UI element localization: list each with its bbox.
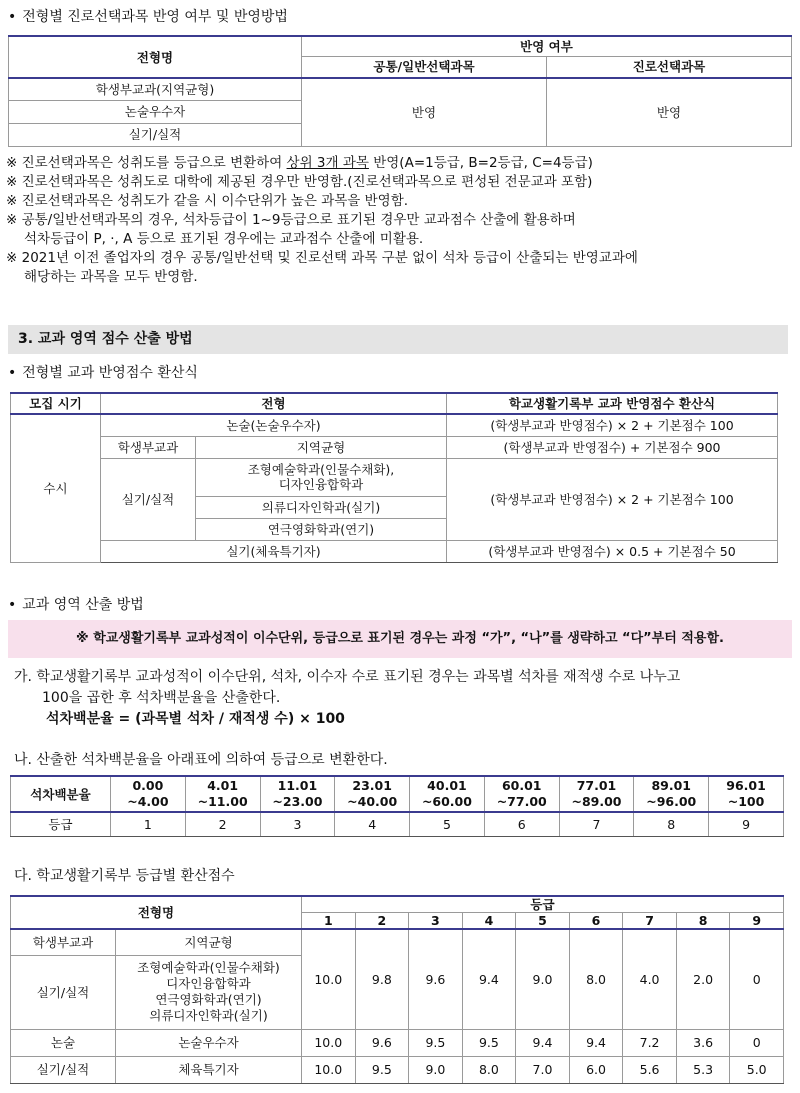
pct-to: ~89.00 [571, 794, 622, 809]
score-g1-group: 학생부교과 [11, 929, 116, 955]
calc-pink-note: ※ 학교생활기록부 교과성적이 이수단위, 등급으로 표기된 경우는 과정 “가”, “나”를 생략하고 “다”부터 적용함. [8, 620, 792, 658]
score-g3-value: 9.6 [355, 1029, 409, 1056]
pct-range [260, 776, 335, 812]
score-g12-value: 8.0 [569, 929, 623, 1029]
grade-cell: 6 [484, 812, 559, 836]
sec1-val-common: 반영 [302, 78, 547, 146]
calc-ga-line1: 가. 학교생활기록부 교과성적이 이수단위, 석차, 이수자 수로 표기된 경우는 과목별 석차를 재적생 수로 나누고 [14, 669, 681, 685]
pct-from: 23.01 [352, 778, 392, 793]
score-g12-value: 4.0 [623, 929, 677, 1029]
score-table [10, 895, 784, 1084]
note-5a: ※ 2021년 이전 졸업자의 경우 공통/일반선택 및 진로선택 과목 구분 없이 석차 등급이 산출되는 반영교과에 [6, 250, 638, 266]
pct-from: 4.01 [207, 778, 239, 793]
pct-to: ~96.00 [646, 794, 697, 809]
formula-time: 수시 [11, 414, 101, 562]
formula-h-formula: 학교생활기록부 교과 반영점수 환산식 [447, 393, 778, 414]
score-h-grade: 등급 [302, 896, 784, 913]
score-g12-value: 9.6 [409, 929, 463, 1029]
sec1-row-1: 논술우수자 [9, 100, 302, 123]
pct-range [410, 776, 485, 812]
formula-r1-type: 논술(논술우수자) [101, 414, 447, 436]
pct-range [634, 776, 709, 812]
score-grade-header: 8 [676, 913, 730, 930]
score-g4-value: 6.0 [569, 1056, 623, 1083]
calc-da: 다. 학교생활기록부 등급별 환산점수 [14, 868, 235, 884]
note-4b: 석차등급이 P, ·, A 등으로 표기된 경우에는 교과점수 산출에 미활용. [24, 231, 424, 247]
score-g3-value: 0 [730, 1029, 784, 1056]
pct-to: ~40.00 [347, 794, 398, 809]
grade-cell: 7 [559, 812, 634, 836]
formula-r2-type: 지역균형 [196, 436, 447, 458]
score-g12-value: 9.8 [355, 929, 409, 1029]
pct-to: ~77.00 [496, 794, 547, 809]
grade-cell: 3 [260, 812, 335, 836]
pct-table [10, 775, 784, 837]
sec3-title: • 전형별 교과 반영점수 환산식 [8, 364, 792, 382]
formula-r6-type: 실기(체육특기자) [101, 540, 447, 562]
calc-formula: 석차백분율 = (과목별 석차 / 재적생 수) × 100 [46, 711, 345, 727]
formula-r1: (학생부교과 반영점수) × 2 + 기본점수 100 [447, 414, 778, 436]
note-5b: 해당하는 과목을 모두 반영함. [24, 269, 198, 285]
score-g2-group: 실기/실적 [11, 955, 116, 1029]
score-g12-value: 9.0 [516, 929, 570, 1029]
score-g4-value: 9.0 [409, 1056, 463, 1083]
pct-from: 40.01 [427, 778, 467, 793]
score-grade-header: 1 [302, 913, 356, 930]
score-h-name: 전형명 [11, 896, 302, 929]
score-g12-value: 2.0 [676, 929, 730, 1029]
pct-to: ~11.00 [197, 794, 248, 809]
calc-ga [14, 667, 794, 730]
grade-cell: 1 [111, 812, 186, 836]
score-g3-value: 7.2 [623, 1029, 677, 1056]
score-g3-value: 9.4 [569, 1029, 623, 1056]
pct-range [559, 776, 634, 812]
pct-range [484, 776, 559, 812]
score-g12-value: 9.4 [462, 929, 516, 1029]
note-4a: ※ 공통/일반선택과목의 경우, 석차등급이 1~9등급으로 표기된 경우만 교과점수 산출에 활용하며 [6, 212, 576, 228]
grade-cell: 2 [185, 812, 260, 836]
sec1-col-name: 전형명 [9, 36, 302, 78]
calc-ga-line2: 100을 곱한 후 석차백분율을 산출한다. [42, 690, 281, 706]
sec3-heading: 3. 교과 영역 점수 산출 방법 [8, 325, 788, 354]
pct-from: 89.01 [651, 778, 692, 793]
formula-r4-type: 의류디자인학과(실기) [196, 496, 447, 518]
score-g4-value: 5.6 [623, 1056, 677, 1083]
note-2: ※ 진로선택과목은 성취도로 대학에 제공된 경우만 반영함.(진로선택과목으로 편성된 전문교과 포함) [6, 174, 593, 190]
score-grade-header: 6 [569, 913, 623, 930]
pct-to: ~100 [727, 794, 765, 809]
score-grade-header: 2 [355, 913, 409, 930]
formula-r2: (학생부교과 반영점수) + 기본점수 900 [447, 436, 778, 458]
score-g4-value: 10.0 [302, 1056, 356, 1083]
score-g4-value: 8.0 [462, 1056, 516, 1083]
score-g3-group: 논술 [11, 1029, 116, 1056]
pct-from: 0.00 [132, 778, 164, 793]
sec1-row-2: 실기/실적 [9, 123, 302, 146]
score-g4-group: 실기/실적 [11, 1056, 116, 1083]
score-grade-header: 5 [516, 913, 570, 930]
pct-to: ~23.00 [272, 794, 323, 809]
score-g4-value: 9.5 [355, 1056, 409, 1083]
sec1-val-career: 반영 [547, 78, 792, 146]
pct-from: 96.01 [726, 778, 766, 793]
pct-range [111, 776, 186, 812]
grade-cell: 8 [634, 812, 709, 836]
formula-r6: (학생부교과 반영점수) × 0.5 + 기본점수 50 [447, 540, 778, 562]
score-g1-type: 지역균형 [116, 929, 302, 955]
calc-title: • 교과 영역 산출 방법 [8, 596, 792, 614]
formula-h-time: 모집 시기 [11, 393, 101, 414]
grade-cell: 4 [335, 812, 410, 836]
score-g3-value: 9.5 [409, 1029, 463, 1056]
score-g4-type: 체육특기자 [116, 1056, 302, 1083]
score-grade-header: 3 [409, 913, 463, 930]
pct-range [709, 776, 784, 812]
formula-r3-group: 실기/실적 [101, 458, 196, 540]
pct-range [185, 776, 260, 812]
grade-cell: 5 [410, 812, 485, 836]
grade-cell: 9 [709, 812, 784, 836]
score-g12-value: 0 [730, 929, 784, 1029]
sec1-title: • 전형별 진로선택과목 반영 여부 및 반영방법 [8, 8, 792, 26]
sec1-table [8, 35, 792, 147]
score-g3-value: 9.5 [462, 1029, 516, 1056]
score-g3-value: 3.6 [676, 1029, 730, 1056]
formula-r5-type: 연극영화학과(연기) [196, 518, 447, 540]
grade-label: 등급 [11, 812, 111, 836]
sec1-col-common: 공통/일반선택과목 [302, 56, 547, 78]
pct-to: ~60.00 [421, 794, 472, 809]
calc-na: 나. 산출한 석차백분율을 아래표에 의하여 등급으로 변환한다. [14, 752, 388, 768]
sec1-row-0: 학생부교과(지역균형) [9, 78, 302, 100]
formula-r2-group: 학생부교과 [101, 436, 196, 458]
note-1: ※ 진로선택과목은 성취도를 등급으로 변환하여 상위 3개 과목 반영(A=1등급, B=2등급, C=4등급) [6, 155, 593, 171]
formula-table [10, 392, 778, 563]
score-g3-type: 논술우수자 [116, 1029, 302, 1056]
pct-to: ~4.00 [127, 794, 169, 809]
score-g4-value: 5.3 [676, 1056, 730, 1083]
score-g4-value: 7.0 [516, 1056, 570, 1083]
note-3: ※ 진로선택과목은 성취도가 같을 시 이수단위가 높은 과목을 반영함. [6, 193, 409, 209]
formula-h-type: 전형 [101, 393, 447, 414]
sec1-col-career: 진로선택과목 [547, 56, 792, 78]
pct-range [335, 776, 410, 812]
score-g4-value: 5.0 [730, 1056, 784, 1083]
pct-from: 60.01 [501, 778, 542, 793]
formula-r3: (학생부교과 반영점수) × 2 + 기본점수 100 [447, 458, 778, 540]
score-grade-header: 4 [462, 913, 516, 930]
sec1-col-reflect: 반영 여부 [302, 36, 792, 56]
score-g2-types: 조형예술학과(인물수채화) 디자인융합학과 연극영화학과(연기) 의류디자인학과(실기) [116, 955, 302, 1029]
score-g3-value: 9.4 [516, 1029, 570, 1056]
score-g3-value: 10.0 [302, 1029, 356, 1056]
pct-from: 77.01 [576, 778, 617, 793]
pct-label: 석차백분율 [11, 776, 111, 812]
pct-from: 11.01 [277, 778, 318, 793]
score-grade-header: 7 [623, 913, 677, 930]
formula-r3-type: 조형예술학과(인물수채화), 디자인융합학과 [196, 458, 447, 496]
notes [6, 154, 790, 287]
score-grade-header: 9 [730, 913, 784, 930]
score-g12-value: 10.0 [302, 929, 356, 1029]
